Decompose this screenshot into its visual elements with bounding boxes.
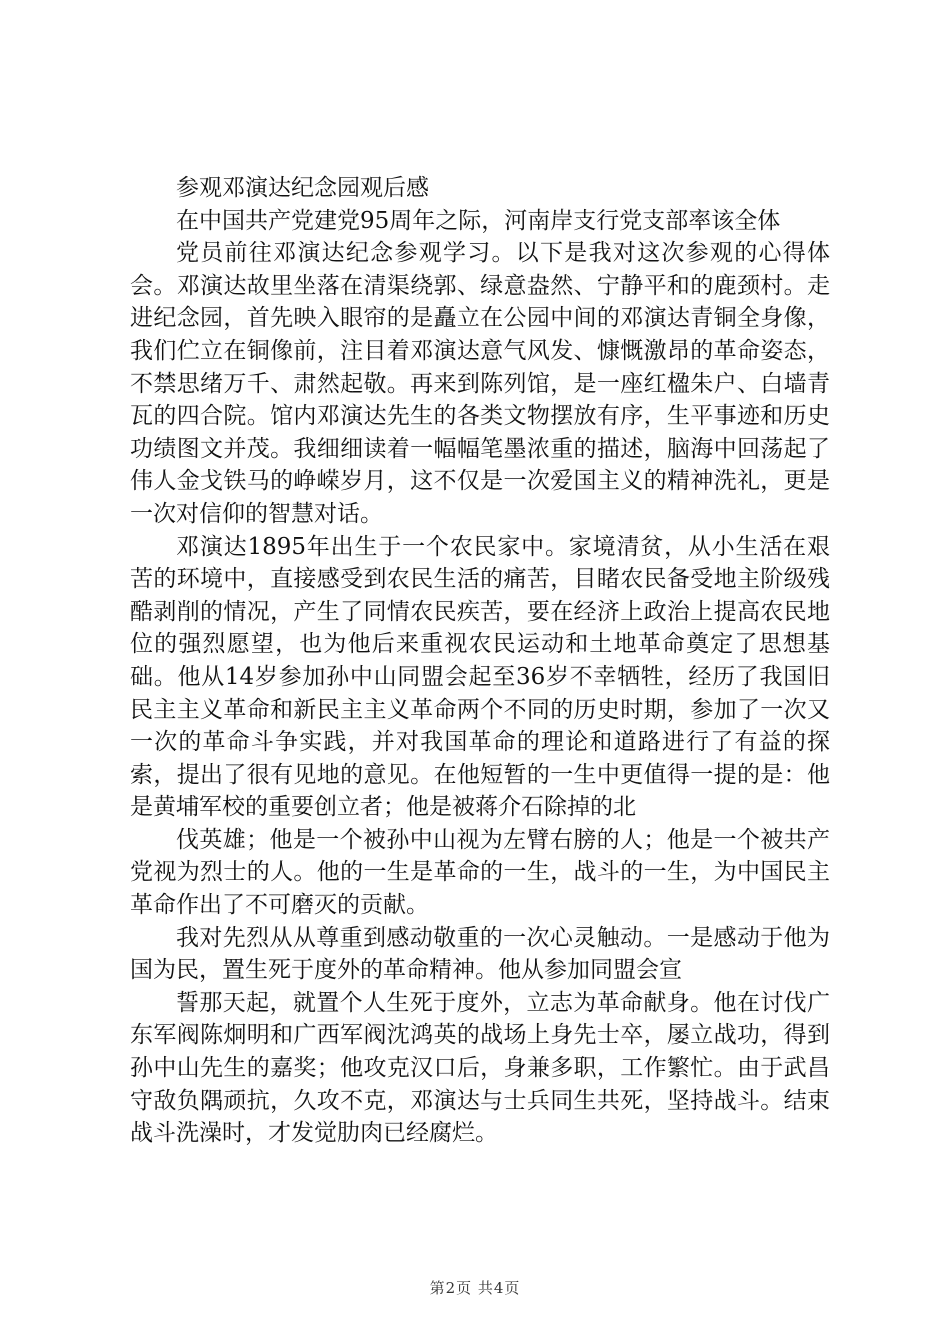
paragraph: 党员前往邓演达纪念参观学习。以下是我对这次参观的心得体会。邓演达故里坐落在清渠绕郭、绿意盎然、宁静平和的鹿颈村。走进纪念园，首先映入眼帘的是矗立在公园中间的邓演达青铜全身像，我们伫立在铜像前，注目着邓演达意气风发、慷慨激昂的革命姿态，不禁思绪万千、肃然起敬。再来到陈列馆，是一座红楹朱户、白墙青瓦的四合院。馆内邓演达先生的各类文物摆放有序，生平事迹和历史功绩图文并茂。我细细读着一幅幅笔墨浓重的描述，脑海中回荡起了伟人金戈铁马的峥嵘岁月，这不仅是一次爱国主义的精神洗礼，更是一次对信仰的智慧对话。	[130, 240, 830, 527]
document-body	[130, 172, 830, 1150]
paragraph: 在中国共产党建党95周年之际，河南岸支行党支部率该全体	[176, 207, 781, 234]
page-number-footer: 第2页 共4页	[429, 1279, 521, 1297]
paragraph: 我对先烈从从尊重到感动敬重的一次心灵触动。一是感动于他为国为民，置生死于度外的革命精神。他从参加同盟会宣	[130, 924, 830, 984]
paragraph: 誓那天起，就置个人生死于度外，立志为革命献身。他在讨伐广东军阀陈炯明和广西军阀沈鸿英的战场上身先士卒，屡立战功，得到孙中山先生的嘉奖；他攻克汉口后，身兼多职，工作繁忙。由于武昌守敌负隅顽抗，久攻不克，邓演达与士兵同生共死，坚持战斗。结束战斗洗澡时，才发觉肋肉已经腐烂。	[130, 989, 830, 1147]
paragraph: 邓演达1895年出生于一个农民家中。家境清贫，从小生活在艰苦的环境中，直接感受到农民生活的痛苦，目睹农民备受地主阶级残酷剥削的情况，产生了同情农民疾苦，要在经济上政治上提高农民地位的强烈愿望，也为他后来重视农民运动和土地革命奠定了思想基础。他从14岁参加孙中山同盟会起至36岁不幸牺牲，经历了我国旧民主主义革命和新民主主义革命两个不同的历史时期，参加了一次又一次的革命斗争实践，并对我国革命的理论和道路进行了有益的探索，提出了很有见地的意见。在他短暂的一生中更值得一提的是：他是黄埔军校的重要创立者；他是被蒋介石除掉的北	[130, 533, 830, 821]
paragraph: 伐英雄；他是一个被孙中山视为左臂右膀的人；他是一个被共产党视为烈士的人。他的一生是革命的一生，战斗的一生，为中国民主革命作出了不可磨灭的贡献。	[130, 826, 830, 919]
document-title: 参观邓演达纪念园观后感	[176, 175, 429, 201]
